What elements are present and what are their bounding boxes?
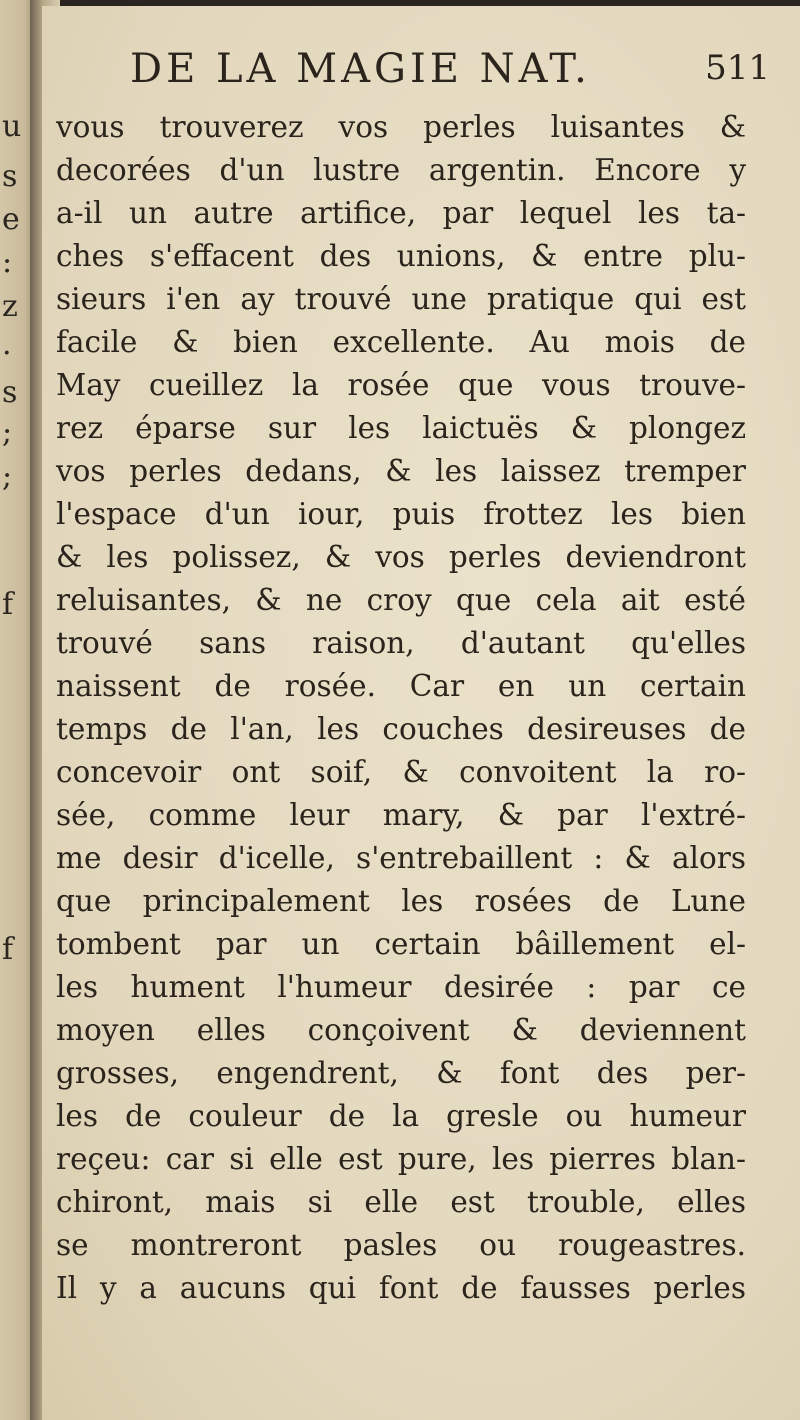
book-page [42,6,800,1420]
text-line: se montreront pasles ou rougeastres. [56,1228,746,1262]
text-line: rez éparse sur les laictuës & plongez [56,411,746,445]
text-line: sée, comme leur mary, & par l'extré- [56,798,746,832]
text-body [56,106,746,1310]
facing-page-fragment: f [2,587,14,622]
text-line: naissent de rosée. Car en un certain [56,669,746,703]
text-line: trouvé sans raison, d'autant qu'elles [56,626,746,660]
text-line: sieurs i'en ay trouvé une pratique qui est [56,282,746,316]
text-line: concevoir ont soif, & convoitent la ro- [56,755,746,789]
text-line: Il y a aucuns qui font de fausses perles [56,1271,746,1305]
facing-page-fragment: u [2,109,22,144]
text-line: me desir d'icelle, s'entrebaillent : & alors [56,841,746,875]
text-line: temps de l'an, les couches desireuses de [56,712,746,746]
text-line: reluisantes, & ne croy que cela ait esté [56,583,746,617]
facing-page-fragment: z [2,289,18,324]
text-line: l'espace d'un iour, puis frottez les bien [56,497,746,531]
text-line: reçeu: car si elle est pure, les pierres blan- [56,1142,746,1176]
text-line: & les polissez, & vos perles deviendront [56,540,746,574]
facing-page-fragment: e [2,202,20,237]
text-line: chiront, mais si elle est trouble, elles [56,1185,746,1219]
text-line: facile & bien excellente. Au mois de [56,325,746,359]
page-number: 511 [705,48,770,88]
running-title: DE LA MAGIE NAT. [130,46,591,92]
text-line: ches s'effacent des unions, & entre plu- [56,239,746,273]
text-line: grosses, engendrent, & font des per- [56,1056,746,1090]
facing-page-fragment: s [2,375,18,410]
page-header [130,46,770,106]
facing-page-fragment: s [2,159,18,194]
text-line: May cueillez la rosée que vous trouve- [56,368,746,402]
text-line: les de couleur de la gresle ou humeur [56,1099,746,1133]
text-line: vos perles dedans, & les laissez tremper [56,454,746,488]
facing-page-fragment: ; [2,459,13,494]
facing-page-fragment: f [2,932,14,967]
text-line: que principalement les rosées de Lune [56,884,746,918]
text-line: a-il un autre artifice, par lequel les ta- [56,196,746,230]
text-line: les hument l'humeur desirée : par ce [56,970,746,1004]
facing-page-fragment: : [2,245,13,280]
facing-page-fragment: . [2,327,12,362]
facing-page-fragment: ; [2,415,13,450]
text-line: tombent par un certain bâillement el- [56,927,746,961]
text-line: vous trouverez vos perles luisantes & [56,110,746,144]
text-line: moyen elles conçoivent & deviennent [56,1013,746,1047]
text-line: decorées d'un lustre argentin. Encore y [56,153,746,187]
